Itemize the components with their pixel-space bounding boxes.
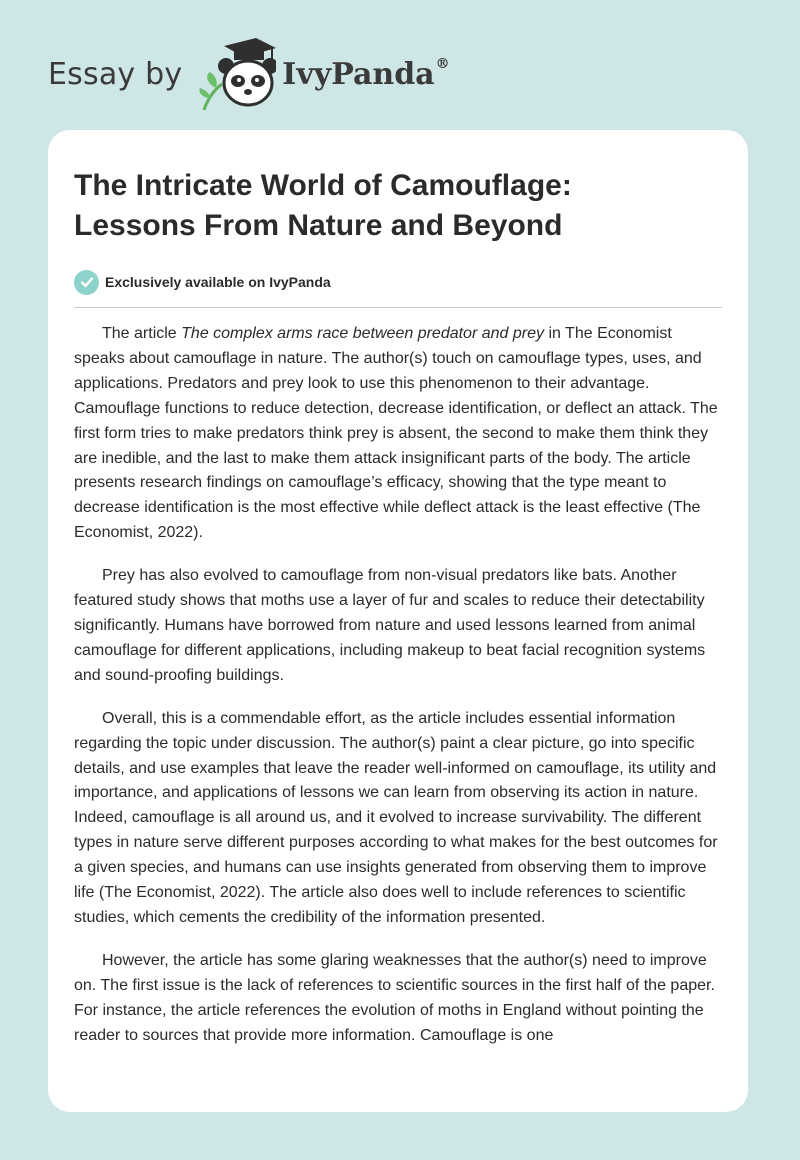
article-body	[74, 322, 726, 1048]
site-header	[48, 34, 450, 114]
exclusive-badge	[74, 268, 722, 296]
paragraph-4: However, the article has some glaring weaknesses that the author(s) need to improve on. The first issue is the lack of references to scientific sources in the first half of the paper. For instance, the article references the evolution of moths in England without pointing the reader to sources that provide more information. Camouflage is one	[74, 951, 715, 1044]
panda-graduate-icon[interactable]	[194, 38, 276, 110]
source-title: The complex arms race between predator and prey	[181, 325, 544, 342]
page-title: The Intricate World of Camouflage: Lessons From Nature and Beyond	[74, 169, 572, 242]
essay-by-label: Essay by	[48, 56, 183, 92]
paragraph-2: Prey has also evolved to camouflage from non-visual predators like bats. Another featured study shows that moths use a layer of fur and scales to reduce their detectability significantly. Humans have borrowed from nature and used lessons learned from animal camouflage for different applications, including makeup to beat facial recognition systems and sound-proofing buildings.	[74, 567, 706, 684]
brand-name[interactable]: IvyPanda®	[282, 56, 450, 92]
paragraph-3: Overall, this is a commendable effort, as the article includes essential information regarding the topic under discussion. The author(s) paint a clear picture, go into specific details, and use examples that leave the reader well-informed on camouflage, its utility and importance, and applications of lessons we can learn from observing its action in nature. Indeed, camouflage is all around us, and it evolved to increase survivability. The different types in nature serve different purposes according to what makes for the best outcomes for a given species, and humans can use insights generated from observing them to improve life (The Economist, 2022). The article also does well to include references to scientific studies, which cements the credibility of the information presented.	[74, 709, 718, 926]
check-circle-icon	[74, 270, 99, 295]
paragraph-1: The article The complex arms race between predator and prey in The Economist speaks about camouflage in nature. The author(s) touch on camouflage types, uses, and applications. Predators and prey look to use this phenomenon to their advantage. Camouflage functions to reduce detection, decrease identification, or deflect an attack. The first form tries to make predators think prey is absent, the second to make them think they are inedible, and the last to make them attack insignificant parts of the body. The article presents research findings on camouflage’s efficacy, showing that the type meant to decrease identification is the most effective while deflect attack is the least effective (The Economist, 2022).	[74, 325, 718, 542]
exclusive-label: Exclusively available on IvyPanda	[105, 274, 331, 290]
essay-card	[48, 130, 748, 1112]
divider	[74, 307, 722, 308]
